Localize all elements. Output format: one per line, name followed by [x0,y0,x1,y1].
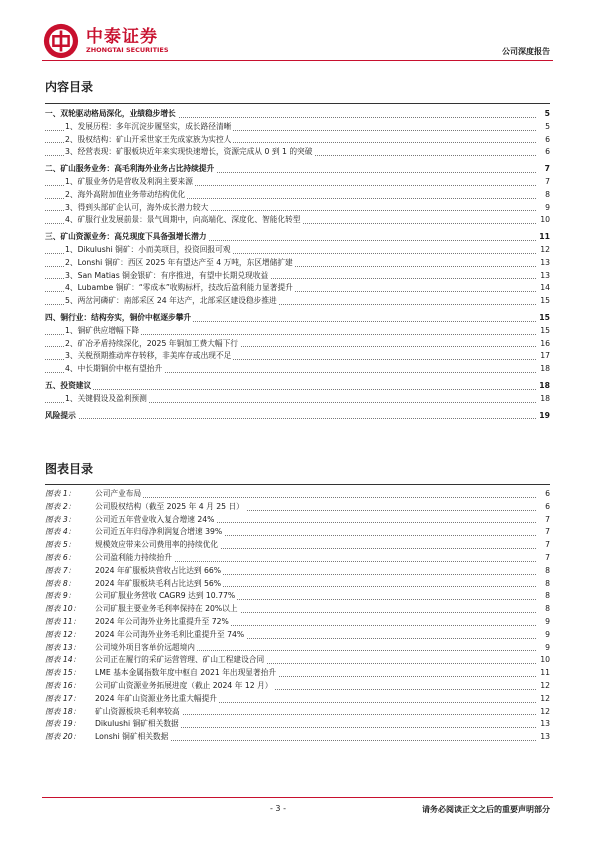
toc-section-item[interactable] [45,312,550,325]
toc-section-item[interactable] [45,163,550,176]
toc-entry-text: 四、铜行业：结构夯实，铜价中枢逐步攀升 [45,312,192,322]
figure-list-item[interactable] [45,526,550,539]
page-ref: 9 [543,642,550,655]
figure-caption: 公司股权结构（截至 2025 年 4 月 25 日） [95,501,244,511]
page-ref: 7 [543,526,550,539]
toc-subsection-item[interactable] [45,270,550,283]
figure-caption: 矿山资源板块毛利率较高 [95,706,180,716]
figure-caption: 2024 年矿服板块营收占比达到 66% [95,565,222,575]
figure-label: 图表 15： [45,668,81,678]
figure-label: 图表 7： [45,565,76,575]
figure-caption: 2024 年矿山资源业务比重大幅提升 [95,693,217,703]
page-ref: 11 [538,667,550,680]
page-ref: 8 [543,590,550,603]
figure-label: 图表 14： [45,655,81,665]
figure-caption: Dikulushi 铜矿相关数据 [95,719,179,729]
page-ref: 6 [543,488,550,501]
lof-title: 图表目录 [45,462,94,476]
figure-caption: 公司正在履行的采矿运营管理、矿山工程建设合同 [95,655,265,665]
figure-caption: Lonshi 铜矿相关数据 [95,732,169,742]
figure-caption: 2024 年矿服板块毛利占比达到 56% [95,578,222,588]
page-ref: 5 [543,108,550,121]
figure-label: 图表 12： [45,629,81,639]
page-ref: 8 [543,565,550,578]
page-ref: 18 [538,393,550,406]
toc-subsection-item[interactable] [45,176,550,189]
toc-entry-text: 风险提示 [45,410,76,420]
page-ref: 5 [543,121,550,134]
figure-label: 图表 2： [45,501,76,511]
toc-entry-text: 1、发展历程：多年沉淀步履坚实，成长路径清晰 [65,121,232,131]
page-ref: 8 [543,189,550,202]
toc-entry-text: 2、Lonshi 铜矿：西区 2025 年有望达产至 4 万吨，东区增储扩建 [65,257,293,267]
figure-caption: 公司矿服主要业务毛利率保持在 20%以上 [95,604,238,614]
figure-list-item[interactable] [45,706,550,719]
page-ref: 13 [538,257,550,270]
toc-subsection-item[interactable] [45,244,550,257]
figure-caption: 2024 年公司海外业务毛利比重提升至 74% [95,629,245,639]
figure-label: 图表 16： [45,680,81,690]
figure-list-item[interactable] [45,667,550,680]
page-header [0,0,595,70]
page-ref: 8 [543,578,550,591]
toc-entry-text: 4、中长期铜价中枢有望抬升 [65,364,163,374]
figure-label: 图表 9： [45,591,76,601]
toc-entry-text: 一、双轮驱动格局深化，业绩稳步增长 [45,109,176,118]
figure-label: 图表 4： [45,527,76,537]
figure-label: 图表 1： [45,489,76,498]
toc-entry-text: 3、经营表现：矿服板块近年来实现快速增长，资源完成从 0 到 1 的突破 [65,147,313,157]
toc-section-item[interactable] [45,380,550,393]
page-ref: 6 [543,146,550,159]
figure-label: 图表 11： [45,616,81,626]
figure-label: 图表 5： [45,540,76,550]
page-ref: 12 [538,244,550,257]
figure-list-item[interactable] [45,603,550,616]
toc-subsection-item[interactable] [45,214,550,227]
logo-english-name: ZHONGTAI SECURITIES [86,45,169,54]
toc-title-divider [45,103,550,104]
page-ref: 9 [543,202,550,215]
figure-label: 图表 18： [45,706,81,716]
page-ref: 15 [537,312,550,325]
figure-list-item[interactable] [45,590,550,603]
page-number: - 3 - [270,804,286,813]
toc-entry-text: 2、海外高附加值业务带动结构优化 [65,189,186,199]
toc-entry-text: 2、矿冶矛盾持续深化，2025 年铜加工费大幅下行 [65,338,238,348]
toc-entry-text: 5、两岔河磷矿：南部采区 24 年达产，北部采区建设稳步推进 [65,296,277,306]
figure-caption: 2024 年公司海外业务比重提升至 72% [95,616,229,626]
page-ref: 12 [538,706,550,719]
report-type: 公司深度报告 [502,47,550,56]
list-of-figures [45,488,550,744]
toc-subsection-item[interactable] [45,189,550,202]
page-ref: 7 [543,514,550,527]
lof-title-divider [45,484,550,485]
page-ref: 11 [537,231,550,244]
toc-subsection-item[interactable] [45,257,550,270]
page-ref: 10 [538,654,550,667]
figure-caption: 公司近五年归母净利润复合增速 39% [95,527,223,537]
figure-list-item[interactable] [45,718,550,731]
toc-entry-text: 3、关税预期推动库存转移，非美库存或出现不足 [65,351,232,361]
dot-leader [45,389,536,390]
toc-entry-text: 2、股权结构：矿山开采世家王先成家族为实控人 [65,134,232,144]
toc-entry-text: 1、铜矿供应增幅下降 [65,325,140,335]
footer-disclaimer: 请务必阅读正文之后的重要声明部分 [422,805,550,814]
page-ref: 16 [538,338,550,351]
figure-list-item[interactable] [45,565,550,578]
toc-subsection-item[interactable] [45,121,550,134]
toc-entry-text: 1、Dikulushi 铜矿：小而美项目，投资回报可观 [65,244,231,254]
page-ref: 13 [538,731,550,744]
page-ref: 9 [543,629,550,642]
toc-entry-text: 1、矿服业务仍是营收及利润主要来源 [65,176,193,186]
toc-entry-text: 3、得到头部矿企认可，海外成长潜力较大 [65,202,209,212]
toc-subsection-item[interactable] [45,295,550,308]
header-divider [42,60,553,61]
page-ref: 10 [538,214,550,227]
toc-subsection-item[interactable] [45,350,550,363]
toc-entry-text: 三、矿山资源业务：高兑现度下具备强增长潜力 [45,232,207,242]
table-of-contents [45,108,550,422]
page-ref: 7 [543,552,550,565]
figure-label: 图表 20： [45,732,81,742]
toc-subsection-item[interactable] [45,282,550,295]
figure-list-item[interactable] [45,578,550,591]
figure-list-item[interactable] [45,552,550,565]
figure-list-item[interactable] [45,629,550,642]
figure-caption: 公司矿服业务营收 CAGR9 达到 10.77% [95,591,236,601]
toc-subsection-item[interactable] [45,134,550,147]
figure-caption: 公司境外项目客单价远超境内 [95,642,195,652]
page-ref: 7 [543,176,550,189]
toc-section-item[interactable] [45,410,550,423]
toc-entry-text: 1、关键假设及盈利预测 [65,393,147,403]
toc-title: 内容目录 [45,80,94,94]
figure-caption: 公司产业布局 [95,489,142,498]
page-ref: 13 [538,270,550,283]
logo-chinese-name: 中泰证券 [86,26,158,47]
figure-label: 图表 13： [45,642,81,652]
page-ref: 13 [538,718,550,731]
page-ref: 17 [538,350,550,363]
zhongtai-logo-icon [42,22,80,60]
figure-caption: 公司矿山资源业务拓展进度（截止 2024 年 12 月） [95,680,273,690]
figure-list-item[interactable] [45,693,550,706]
figure-caption: 公司近五年营业收入复合增速 24% [95,514,215,524]
figure-list-item[interactable] [45,616,550,629]
page-ref: 18 [538,363,550,376]
figure-list-item[interactable] [45,539,550,552]
figure-caption: LME 基本金属指数年度中枢自 2021 年出现显著抬升 [95,668,277,678]
toc-section-item[interactable] [45,108,550,121]
page-ref: 12 [538,680,550,693]
page-ref: 8 [543,603,550,616]
figure-list-item[interactable] [45,642,550,655]
figure-caption: 公司盈利能力持续抬升 [95,552,172,562]
toc-subsection-item[interactable] [45,338,550,351]
page-ref: 19 [537,410,550,423]
page-ref: 12 [538,693,550,706]
toc-subsection-item[interactable] [45,325,550,338]
footer-divider [42,797,553,798]
figure-label: 图表 6： [45,552,76,562]
page-ref: 6 [543,134,550,147]
page-ref: 15 [538,295,550,308]
toc-entry-text: 二、矿山服务业务：高毛利海外业务占比持续提升 [45,164,215,174]
page-ref: 18 [537,380,550,393]
company-logo [42,22,169,60]
figure-label: 图表 17： [45,693,81,703]
figure-label: 图表 8： [45,578,76,588]
toc-entry-text: 五、投资建议 [45,380,92,390]
toc-subsection-item[interactable] [45,363,550,376]
figure-list-item[interactable] [45,501,550,514]
toc-subsection-item[interactable] [45,393,550,406]
figure-list-item[interactable] [45,654,550,667]
figure-list-item[interactable] [45,488,550,501]
toc-entry-text: 3、San Matias 铜金银矿：有序推进，有望中长期兑现收益 [65,270,269,280]
figure-label: 图表 19： [45,719,81,729]
dot-leader [45,418,536,419]
toc-section-item[interactable] [45,231,550,244]
page-ref: 15 [538,325,550,338]
figure-label: 图表 3： [45,514,76,524]
page-ref: 6 [543,501,550,514]
page-ref: 14 [538,282,550,295]
page-ref: 7 [543,539,550,552]
toc-subsection-item[interactable] [45,202,550,215]
page-ref: 9 [543,616,550,629]
figure-list-item[interactable] [45,514,550,527]
toc-subsection-item[interactable] [45,146,550,159]
page-ref: 7 [543,163,550,176]
figure-caption: 规模效应带来公司费用率的持续优化 [95,540,219,550]
figure-list-item[interactable] [45,731,550,744]
figure-list-item[interactable] [45,680,550,693]
figure-label: 图表 10： [45,604,81,614]
toc-entry-text: 4、矿服行业发展前景：景气周期中，向高端化、深度化、智能化转型 [65,215,301,225]
toc-entry-text: 4、Lubambe 铜矿：“零成本”收购标杆，技改后盈利能力显著提升 [65,283,293,293]
